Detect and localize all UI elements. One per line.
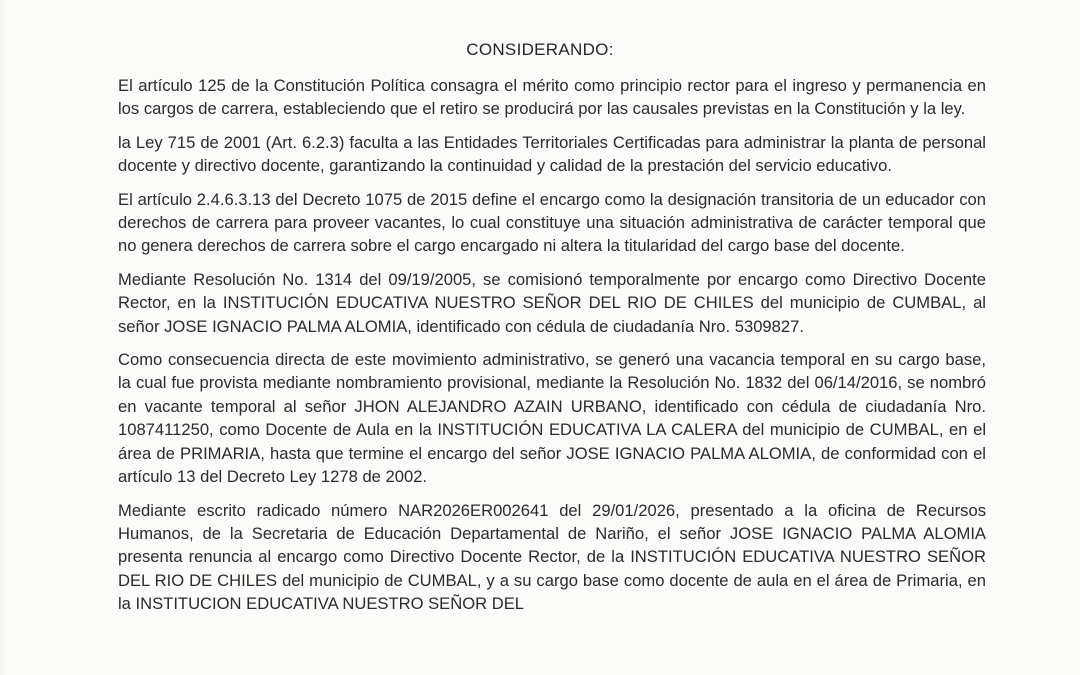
scan-edge-left [0, 0, 6, 675]
paragraph-article-125: El artículo 125 de la Constitución Política consagra el mérito como principio rector para el ingreso y permanencia en los cargos de carrera, estableciendo que el retiro se producirá por las causales previstas en la Constitución y la ley. [118, 76, 986, 119]
section-heading: CONSIDERANDO: [466, 40, 614, 59]
paragraph-vacancia-temporal: Como consecuencia directa de este movimiento administrativo, se generó una vacancia temporal en su cargo base, la cual fue provista mediante nombramiento provisional, mediante la Resolución No. 1832 del 06/14/2016, se nombró en vacante temporal al señor JHON ALEJANDRO AZAIN URBANO, identificado con cédula de ciudadanía Nro. 1087411250, como Docente de Aula en la INSTITUCIÓN EDUCATIVA LA CALERA del municipio de CUMBAL, en el área de PRIMARIA, hasta que termine el encargo del señor JOSE IGNACIO PALMA ALOMIA, de conformidad con el artículo 13 del Decreto Ley 1278 de 2002. [118, 350, 986, 487]
paragraph-renuncia: Mediante escrito radicado número NAR2026ER002641 del 29/01/2026, presentado a la oficina de Recursos Humanos, de la Secretaria de Educación Departamental de Nariño, el señor JOSE IGNACIO PALMA ALOMIA presenta renuncia al encargo como Directivo Docente Rector, de la INSTITUCIÓN EDUCATIVA NUESTRO SEÑOR DEL RIO DE CHILES del municipio de CUMBAL, y a su cargo base como docente de aula en el área de Primaria, en la INSTITUCION EDUCATIVA NUESTRO SEÑOR DEL [118, 500, 986, 614]
paragraph-resolucion-1314: Mediante Resolución No. 1314 del 09/19/2005, se comisionó temporalmente por encargo como Directivo Docente Rector, en la INSTITUCIÓN EDUCATIVA NUESTRO SEÑOR DEL RIO DE CHILES del municipio de CUMBAL, al señor JOSE IGNACIO PALMA ALOMIA, identificado con cédula de ciudadanía Nro. 5309827. [118, 269, 986, 336]
document-body [118, 74, 986, 626]
paragraph-decreto-1075: El artículo 2.4.6.3.13 del Decreto 1075 de 2015 define el encargo como la designación transitoria de un educador con derechos de carrera para proveer vacantes, lo cual constituye una situación administrativa de carácter temporal que no genera derechos de carrera sobre el cargo encargado ni altera la titularidad del cargo base del docente. [118, 189, 986, 256]
paragraph-ley-715: la Ley 715 de 2001 (Art. 6.2.3) faculta a las Entidades Territoriales Certificadas para administrar la planta de personal docente y directivo docente, garantizando la continuidad y calidad de la prestación del servicio educativo. [118, 132, 986, 176]
